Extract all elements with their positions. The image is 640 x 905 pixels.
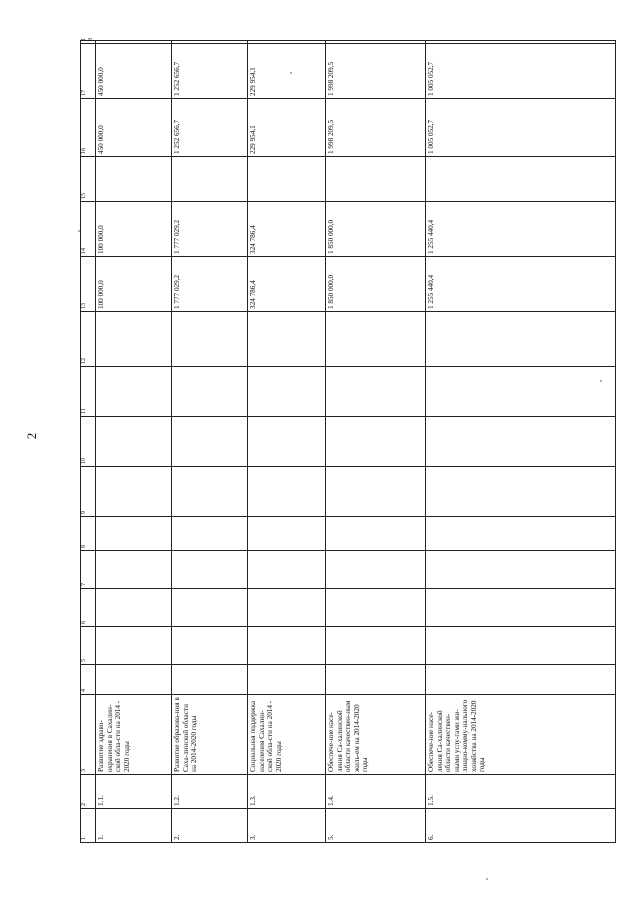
cell-program-name: Развитие образова-ния в Саха-линской области на 2014-2020 годы [172, 695, 248, 775]
cell-col14: 1 255 440,4 [426, 202, 616, 257]
cell-program-code: 1.1. [96, 775, 172, 809]
cell-col17: 450 000,0 [96, 44, 172, 99]
cell-program-name: Обеспече-ние насе-ления Са-халинской области качествен-ным жиль-ем на 2014-2020 годы [326, 695, 426, 775]
cell-row-number: 6. [426, 809, 616, 843]
table-row [96, 41, 172, 843]
cell-col16: 1 998 209,5 [326, 99, 426, 157]
budget-table [80, 40, 616, 843]
cell-col13: 100 000,0 [96, 257, 172, 312]
cell-col13: 1 777 029,2 [172, 257, 248, 312]
cell-program-name: Развитие здраво-охранения в Сахалин-ской обла-сти на 2014 - 2020 годы [96, 695, 172, 775]
col-header-2: 2 [81, 775, 96, 809]
header-row [81, 41, 96, 843]
cell-row-number: 2. [172, 809, 248, 843]
cell-col16: 229 954,1 [248, 99, 326, 157]
col-header-5: 5 [81, 627, 96, 665]
scan-speck [290, 72, 292, 74]
col-header-16: 16 [81, 99, 96, 157]
cell-program-code: 1.4. [326, 775, 426, 809]
col-header-18: 18 [81, 41, 96, 44]
cell-col16: 1 005 052,7 [426, 99, 616, 157]
col-header-4: 4 [81, 665, 96, 695]
scan-speck [78, 230, 80, 232]
cell-program-code: 1.3. [248, 775, 326, 809]
rotated-table-container [80, 38, 608, 843]
cell-row-number: 1. [96, 809, 172, 843]
col-header-17: 17 [81, 44, 96, 99]
cell-col17: 1 252 656,7 [172, 44, 248, 99]
cell-col16: 1 252 656,7 [172, 99, 248, 157]
cell-col14: 100 000,0 [96, 202, 172, 257]
col-header-11: 11 [81, 367, 96, 417]
cell-col14: 324 786,4 [248, 202, 326, 257]
cell-col16: 450 000,0 [96, 99, 172, 157]
col-header-13: 13 [81, 257, 96, 312]
cell-program-name: Обеспече-ние насе-ления Са-халинской области качествен-ными услу-гами жи-лищно-комму-нального хозяйства на 2014-2020 годы [426, 695, 616, 775]
col-header-1: 1 [81, 809, 96, 843]
cell-col14: 1 850 000,0 [326, 202, 426, 257]
col-header-12: 12 [81, 312, 96, 367]
cell-program-code: 1.5. [426, 775, 616, 809]
cell-col14: 1 777 029,2 [172, 202, 248, 257]
table-row [426, 41, 616, 843]
col-header-15: 15 [81, 157, 96, 202]
cell-col17: 229 954,1 [248, 44, 326, 99]
cell-col17: 1 998 209,5 [326, 44, 426, 99]
cell-row-number: 5. [326, 809, 426, 843]
col-header-14: 14 [81, 202, 96, 257]
col-header-7: 7 [81, 551, 96, 589]
page-number: 2 [24, 432, 39, 440]
scan-speck [486, 878, 488, 880]
cell-program-name: Социальная поддержка населения Сахалин-ской обла-сти на 2014 - 2020 годы [248, 695, 326, 775]
col-header-8: 8 [81, 517, 96, 551]
cell-program-code: 1.2. [172, 775, 248, 809]
col-header-3: 3 [81, 695, 96, 775]
col-header-10: 10 [81, 417, 96, 467]
cell-col17: 1 005 052,7 [426, 44, 616, 99]
cell-col13: 1 850 000,0 [326, 257, 426, 312]
table-row [172, 41, 248, 843]
col-header-9: 9 [81, 467, 96, 517]
cell-row-number: 3. [248, 809, 326, 843]
cell-col13: 324 786,4 [248, 257, 326, 312]
scan-speck [600, 380, 602, 382]
col-header-6: 6 [81, 589, 96, 627]
table-row [248, 41, 326, 843]
table-row [326, 41, 426, 843]
cell-col13: 1 255 440,4 [426, 257, 616, 312]
